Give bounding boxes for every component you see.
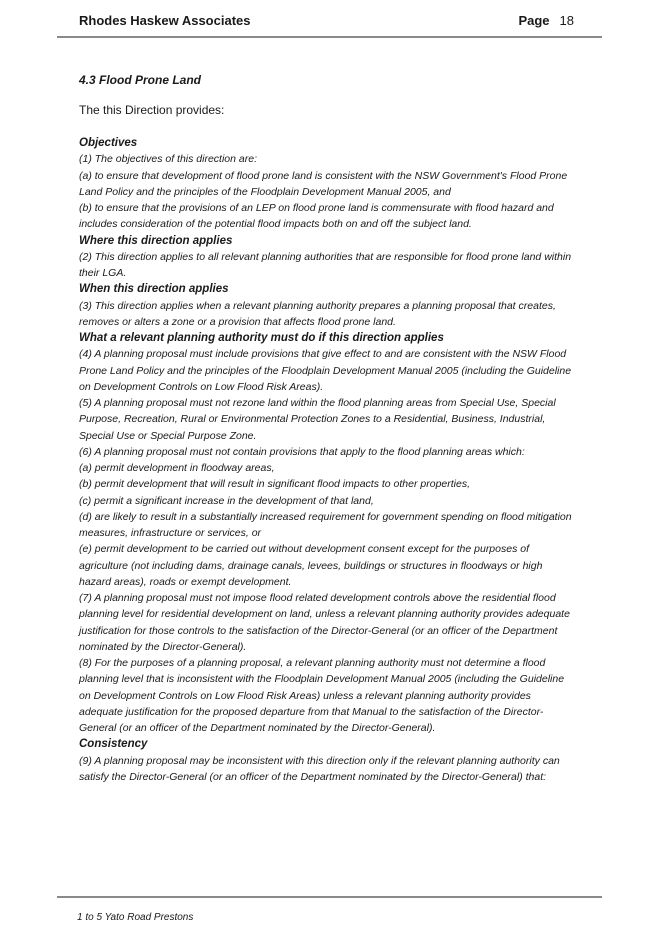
section-heading: Consistency bbox=[79, 738, 148, 751]
header-rule bbox=[57, 36, 602, 38]
paragraph: (4) A planning proposal must include provisions that give effect to and are consistent with the NSW Flood Prone Land Policy and the principles of the Floodplain Development Manual 2005 (including the Guideline on Development Controls on Low Flood Risk Areas). bbox=[79, 348, 572, 393]
paragraph: (1) The objectives of this direction are: bbox=[79, 153, 257, 166]
page-header bbox=[79, 13, 574, 31]
body-text bbox=[79, 135, 574, 785]
paragraph: (e) permit development to be carried out without development consent except for the purposes of agriculture (not including dams, drainage canals, levees, buildings or structures in floodways or high hazard areas), roads or exempt development. bbox=[79, 543, 543, 588]
section-heading: Objectives bbox=[79, 137, 138, 149]
paragraph: (a) to ensure that development of flood prone land is consistent with the NSW Government's Flood Prone Land Policy and the principles of the Floodplain Development Manual 2005, and bbox=[79, 169, 568, 198]
header-title: Rhodes Haskew Associates bbox=[79, 13, 251, 28]
paragraph: (9) A planning proposal may be inconsistent with this direction only if the relevant planning authority can satisfy the Director-General (or an officer of the Department nominated by the Director-General) that: bbox=[79, 754, 560, 783]
page-label: Page bbox=[518, 13, 550, 28]
section-heading: What a relevant planning authority must do if this direction applies bbox=[79, 332, 444, 344]
footer-text: 1 to 5 Yato Road Prestons bbox=[77, 912, 194, 923]
paragraph: (b) to ensure that the provisions of an LEP on flood prone land is commensurate with flood hazard and includes consideration of the potential flood impacts both on and off the subject land. bbox=[79, 202, 554, 231]
paragraph: (c) permit a significant increase in the development of that land, bbox=[79, 494, 374, 507]
footer-rule bbox=[57, 896, 602, 898]
section-heading: Where this direction applies bbox=[79, 234, 233, 247]
paragraph: (a) permit development in floodway areas, bbox=[79, 462, 275, 474]
paragraph: (8) For the purposes of a planning proposal, a relevant planning authority must not determine a flood planning level that is inconsistent with the Floodplain Development Manual 2005 (including the Guideline on Development Controls on Low Flood Risk Areas) unless a relevant planning authority provides adequate justification for the proposed departure from that Manual to the satisfaction of the Director-General (or an officer of the Department nominated by the Director-General). bbox=[79, 657, 565, 734]
paragraph: (d) are likely to result in a substantially increased requirement for government spending on flood mitigation measures, infrastructure or services, or bbox=[79, 510, 572, 539]
paragraph: (b) permit development that will result in significant flood impacts to other properties, bbox=[79, 478, 471, 491]
page-number: 18 bbox=[559, 13, 574, 28]
page-content bbox=[79, 73, 574, 785]
section-heading: When this direction applies bbox=[79, 283, 229, 296]
paragraph: (2) This direction applies to all relevant planning authorities that are responsible for flood prone land within their LGA. bbox=[79, 250, 572, 279]
section-title: 4.3 Flood Prone Land bbox=[79, 73, 202, 87]
paragraph: (5) A planning proposal must not rezone land within the flood planning areas from Special Use, Special Purpose, Recreation, Rural or Environmental Protection Zones to a Residential, Business, Industrial, Special Use or Special Purpose Zone. bbox=[79, 397, 556, 442]
paragraph: (7) A planning proposal must not impose flood related development controls above the residential flood planning level for residential development on land, unless a relevant planning authority provides adequate justification for those controls to the satisfaction of the Director-General (or an officer of the Department nominated by the Director-General). bbox=[79, 592, 570, 653]
intro-text: The this Direction provides: bbox=[79, 103, 225, 117]
header-page bbox=[518, 13, 574, 28]
paragraph: (6) A planning proposal must not contain provisions that apply to the flood planning areas which: bbox=[79, 445, 525, 458]
paragraph: (3) This direction applies when a relevant planning authority prepares a planning proposal that creates, removes or alters a zone or a provision that affects flood prone land. bbox=[79, 299, 556, 328]
